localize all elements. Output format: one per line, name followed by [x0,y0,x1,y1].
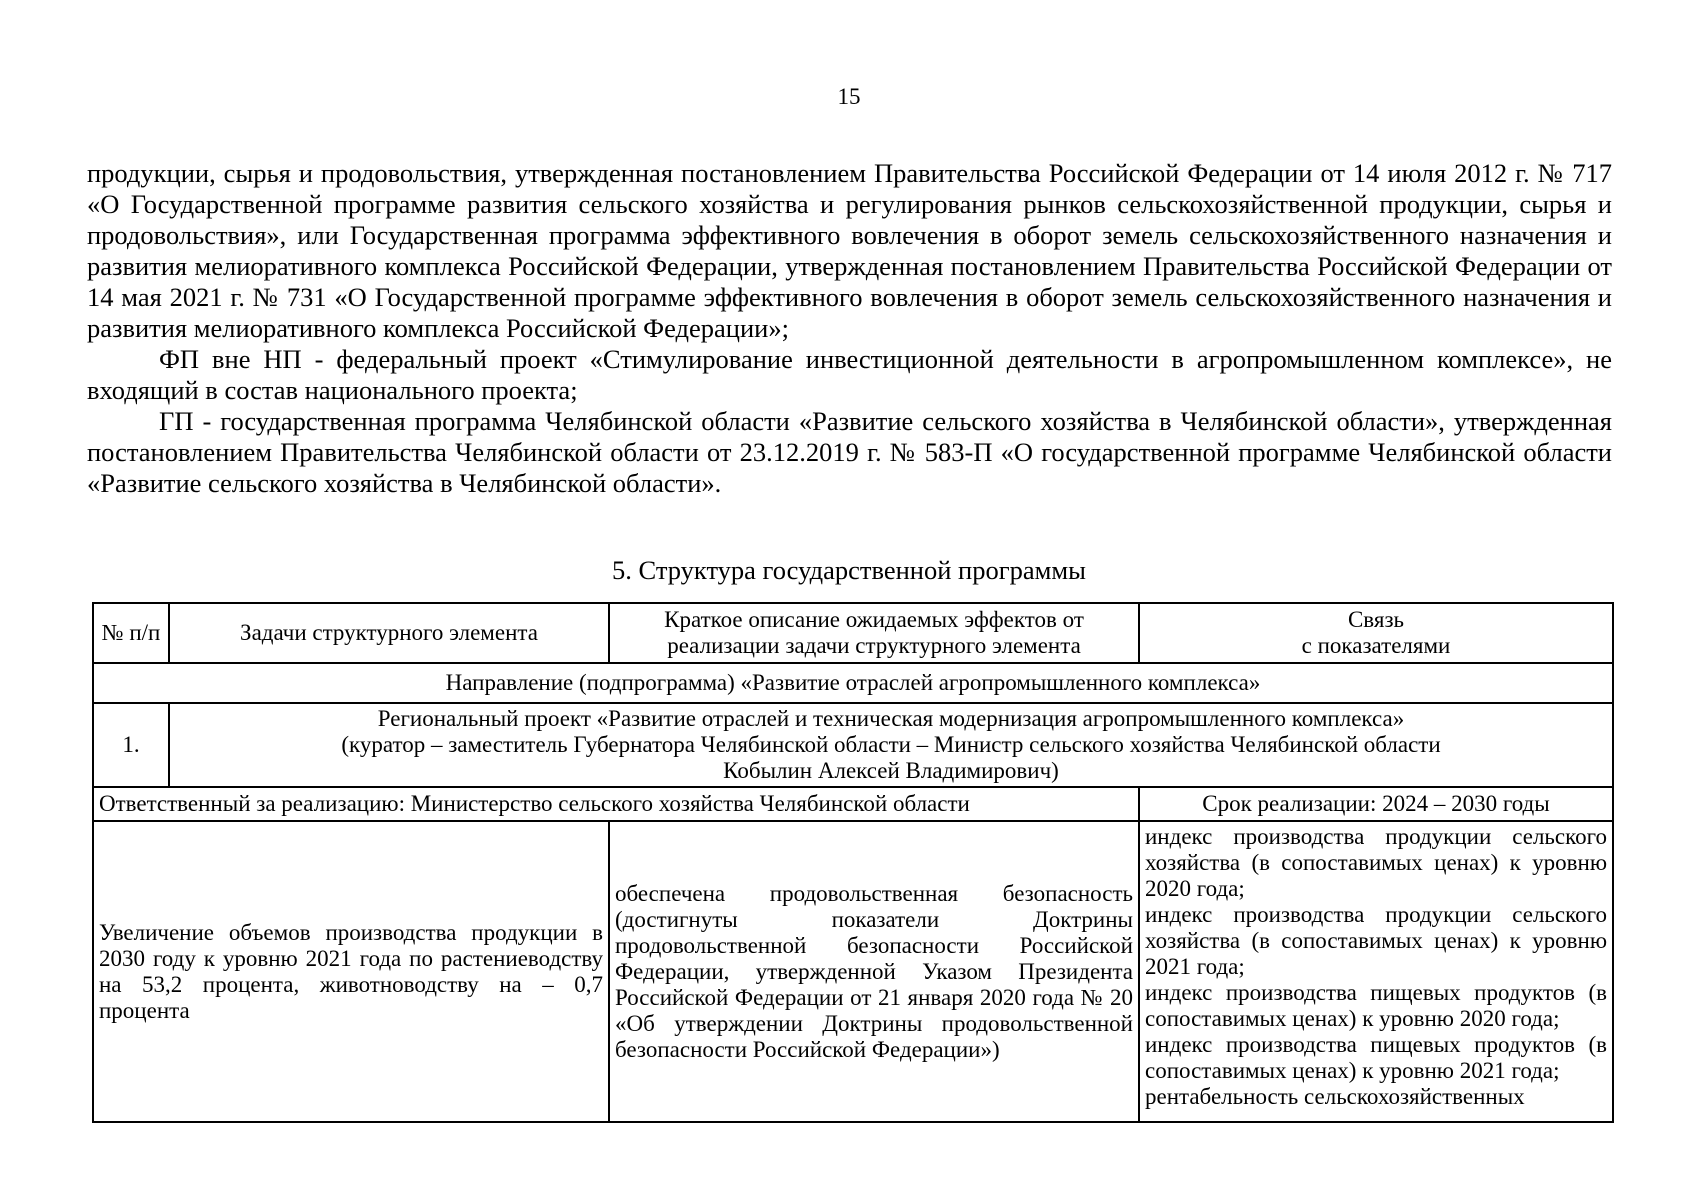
direction-cell: Направление (подпрограмма) «Развитие отраслей агропромышленного комплекса» [93,663,1613,703]
link-item: индекс производства продукции сельского хозяйства (в сопоставимых ценах) к уровню 2021 года; [1145,902,1607,979]
responsible-cell: Ответственный за реализацию: Министерство сельского хозяйства Челябинской области [93,787,1139,821]
page-number: 15 [837,84,861,109]
table-row-regional-project [93,703,1613,787]
link-item: индекс производства пищевых продуктов (в сопоставимых ценах) к уровню 2021 года; [1145,1032,1607,1083]
paragraph-1: продукции, сырья и продовольствия, утвержденная постановлением Правительства Российской Федерации от 14 июля 2012 г. № 717 «О Государственной программе развития сельского хозяйства и регулирования рынков сельскохозяйственной продукции, сырья и продовольствия», или Государственная программа эффективного вовлечения в оборот земель сельскохозяйственного назначения и развития мелиоративного комплекса Российской Федерации, утвержденная постановлением Правительства Российской Федерации от 14 мая 2021 г. № 731 «О Государственной программе эффективного вовлечения в оборот земель сельскохозяйственного назначения и развития мелиоративного комплекса Российской Федерации»; [87,158,1612,343]
link-item: рентабельность сельскохозяйственных [1145,1084,1525,1109]
task-cell: Увеличение объемов производства продукции в 2030 году к уровню 2021 года по растениеводству на 53,2 процента, животноводству на – 0,7 процента [93,821,609,1122]
term-cell: Срок реализации: 2024 – 2030 годы [1139,787,1613,821]
effect-cell: обеспечена продовольственная безопасность (достигнуты показатели Доктрины продовольственной безопасности Российской Федерации, утвержденной Указом Президента Российской Федерации от 21 января 2020 года № 20 «Об утверждении Доктрины продовольственной безопасности Российской Федерации») [609,821,1139,1122]
links-cell [1139,821,1613,1122]
header-num: № п/п [93,603,169,663]
table-row-responsible [93,787,1613,821]
row-num: 1. [93,703,169,787]
table-header-row [93,603,1613,663]
table-row-task [93,821,1613,1122]
paragraph-2: ФП вне НП - федеральный проект «Стимулирование инвестиционной деятельности в агропромышленном комплексе», не входящий в состав национального проекта; [87,344,1612,405]
link-item: индекс производства продукции сельского хозяйства (в сопоставимых ценах) к уровню 2020 года; [1145,824,1607,901]
project-line-3: Кобылин Алексей Владимирович) [723,758,1059,783]
header-effects: Краткое описание ожидаемых эффектов от реализации задачи структурного элемента [609,603,1139,663]
table-row-direction [93,663,1613,703]
structure-table [92,602,1614,1123]
body-text [87,158,1612,499]
section-title: 5. Структура государственной программы [612,555,1086,585]
project-line-1: Региональный проект «Развитие отраслей и техническая модернизация агропромышленного комплекса» [377,706,1405,731]
header-links [1139,603,1613,663]
paragraph-3: ГП - государственная программа Челябинской области «Развитие сельского хозяйства в Челябинской области», утвержденная постановлением Правительства Челябинской области от 23.12.2019 г. № 583-П «О государственной программе Челябинской области «Развитие сельского хозяйства в Челябинской области». [87,406,1612,498]
header-links-line1: Связь [1347,607,1405,632]
header-links-line2: с показателями [1301,633,1451,658]
project-line-2: (куратор – заместитель Губернатора Челябинской области – Министр сельского хозяйства Челябинской области [341,732,1441,757]
regional-project-cell [169,703,1613,787]
link-item: индекс производства пищевых продуктов (в сопоставимых ценах) к уровню 2020 года; [1145,980,1607,1031]
header-tasks: Задачи структурного элемента [169,603,609,663]
